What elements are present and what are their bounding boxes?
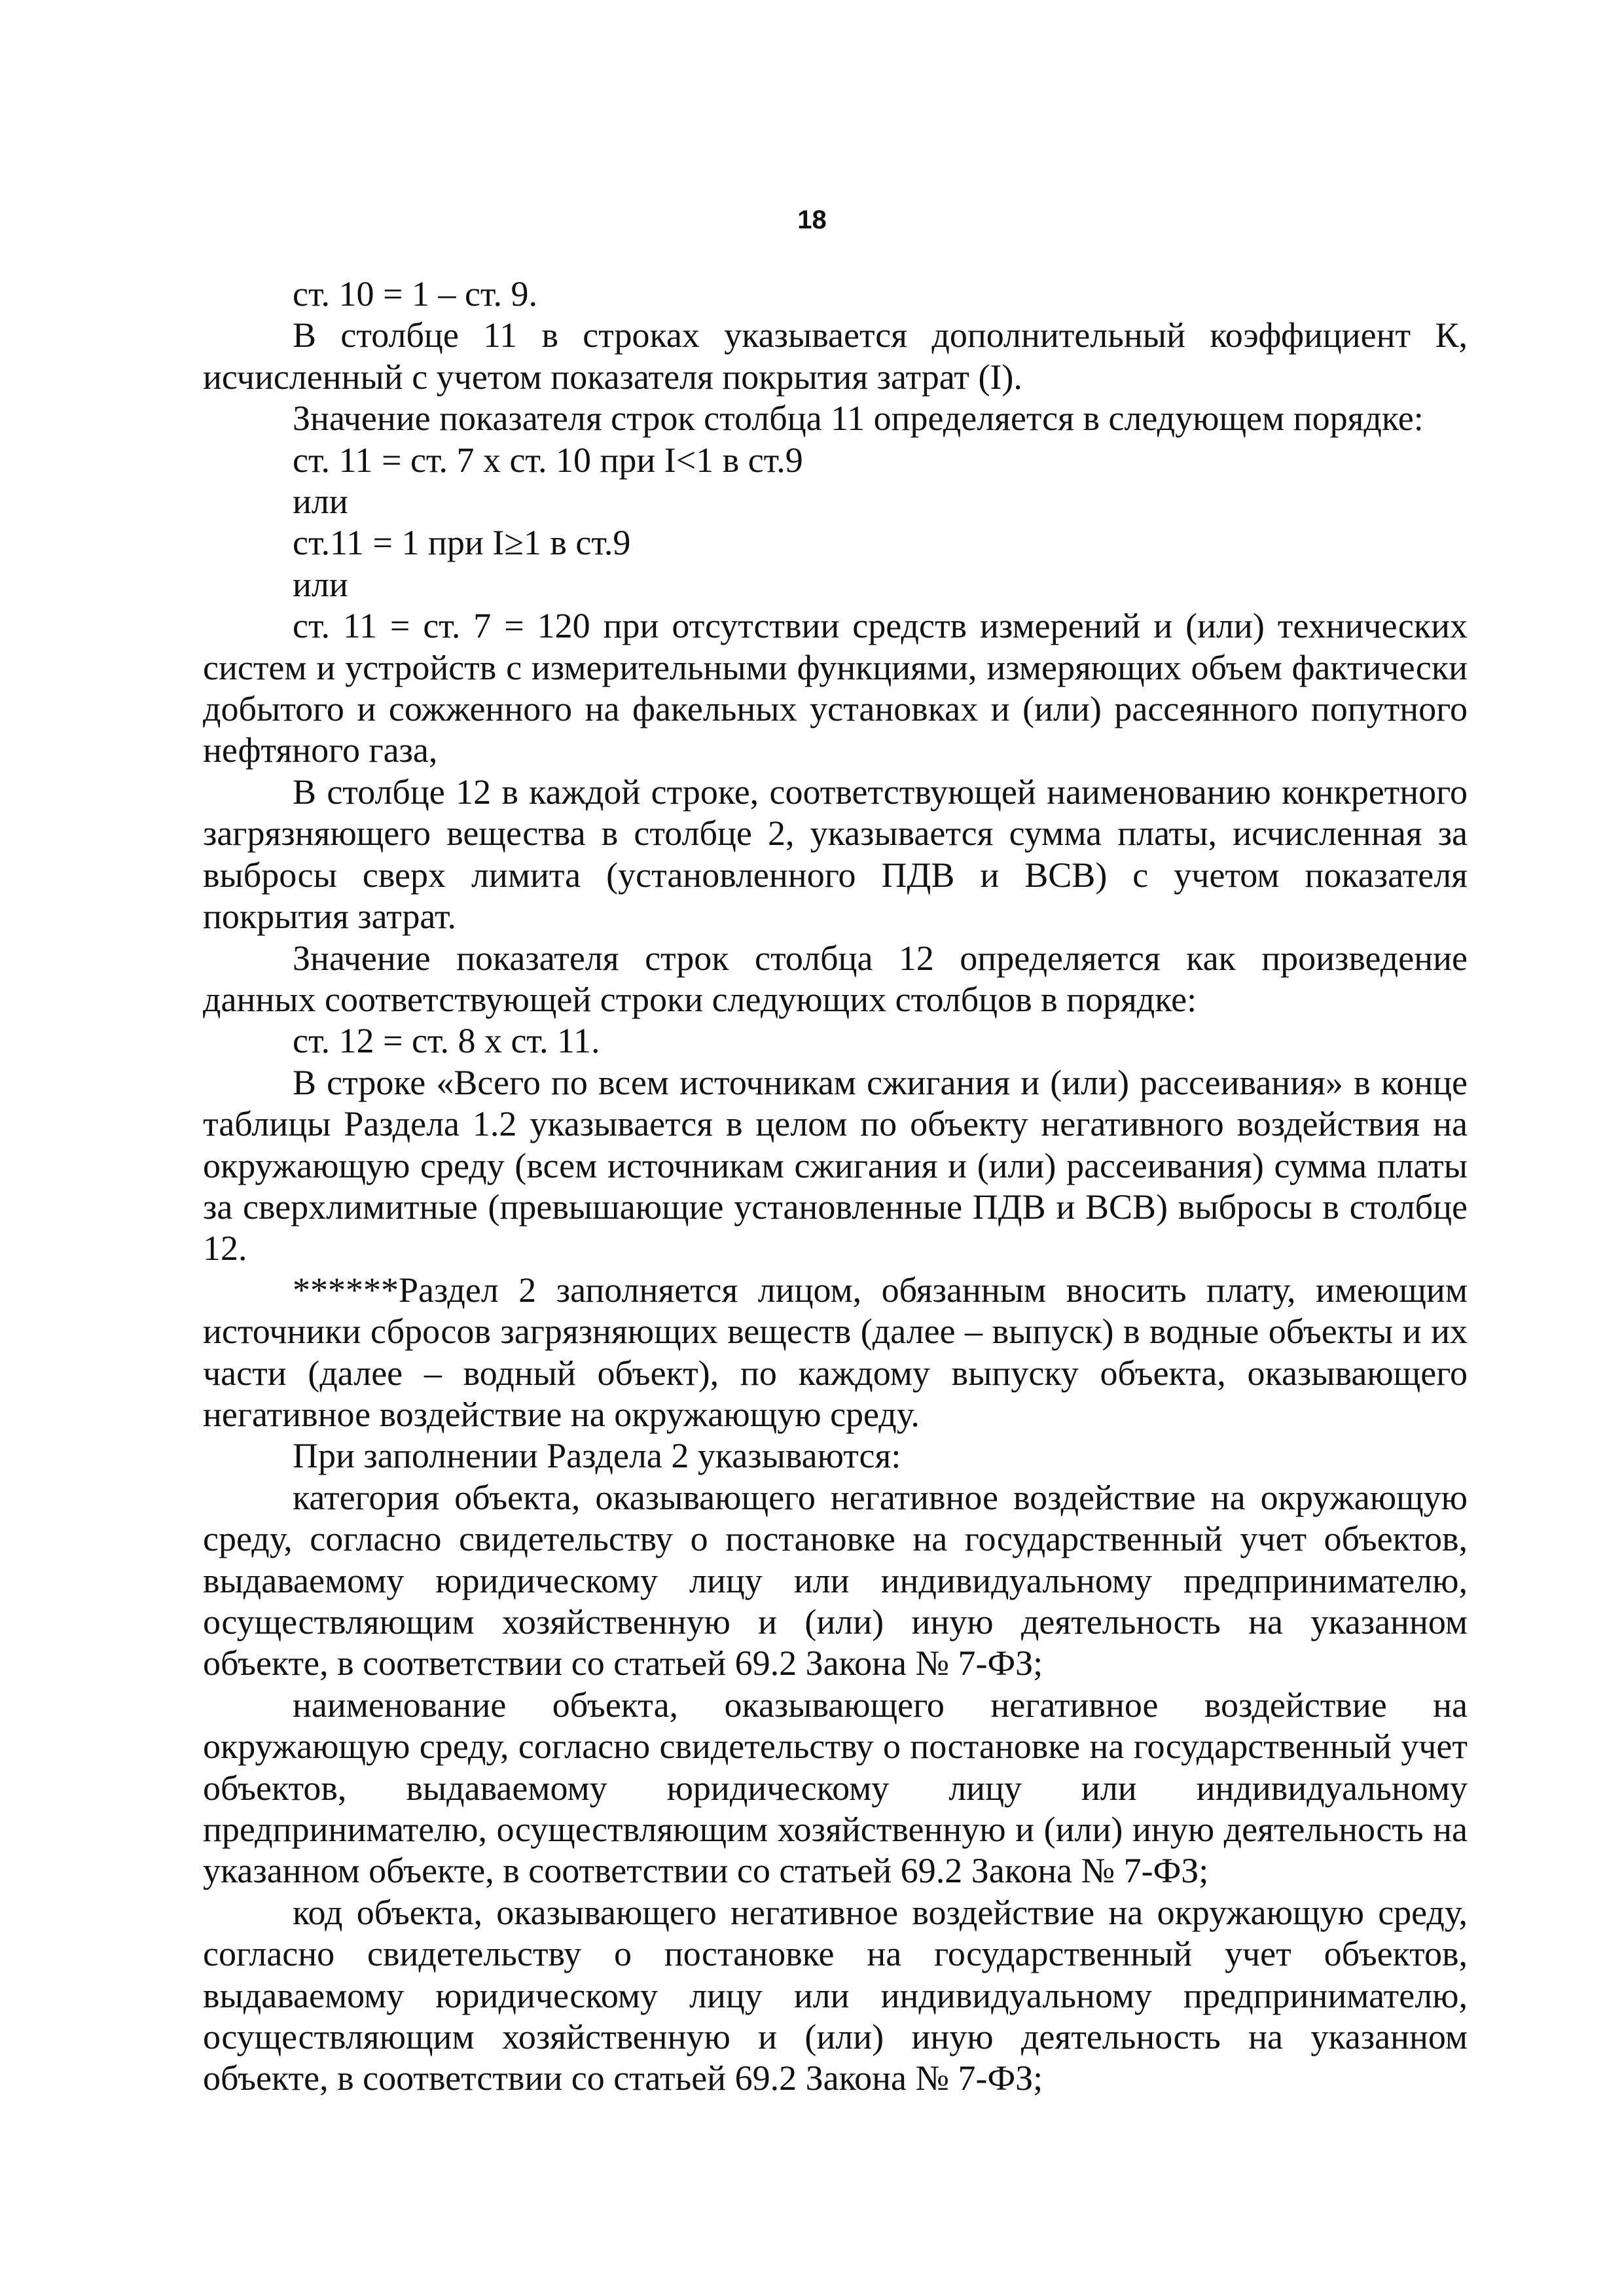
paragraph-section2-fields: При заполнении Раздела 2 указываются: <box>293 1436 901 1476</box>
formula-col12: ст. 12 = ст. 8 х ст. 11. <box>293 1021 600 1061</box>
paragraph-object-code: код объекта, оказывающего негативное воздействие на окружающую среду, согласно свидетельству о постановке на государственный учет объектов, выдаваемому юридическому лицу или индивидуальному предпринимателю, осуществляющим хозяйственную и (или) иную деятельность на указанном объекте, в соответствии со статьей 69.2 Закона № 7-ФЗ; <box>203 1892 1468 2098</box>
paragraph-total-row: В строке «Всего по всем источникам сжигания и (или) рассеивания» в конце таблицы Раздела 1.2 указывается в целом по объекту негативного воздействия на окружающую среду (всем источникам сжигания и (или) рассеивания) сумма платы за сверхлимитные (превышающие установленные ПДВ и ВСВ) выбросы в столбце 12. <box>203 1062 1468 1268</box>
page-number: 18 <box>797 206 827 234</box>
paragraph-section2-intro: ******Раздел 2 заполняется лицом, обязанным вносить плату, имеющим источники сбросов загрязняющих веществ (далее – выпуск) в водные объекты и их части (далее – водный объект), по каждому выпуску объекта, оказывающего негативное воздействие на окружающую среду. <box>203 1270 1468 1434</box>
document-body <box>203 274 1468 2100</box>
formula-col11-case2: ст.11 = 1 при I≥1 в ст.9 <box>293 523 631 563</box>
paragraph-col11-description: В столбце 11 в строках указывается дополнительный коэффициент К, исчисленный с учетом показателя покрытия затрат (I). <box>203 315 1468 397</box>
paragraph-object-category: категория объекта, оказывающего негативное воздействие на окружающую среду, согласно свидетельству о постановке на государственный учет объектов, выдаваемому юридическому лицу или индивидуальному предпринимателю, осуществляющим хозяйственную и (или) иную деятельность на указанном объекте, в соответствии со статьей 69.2 Закона № 7-ФЗ; <box>203 1477 1468 1683</box>
paragraph-col12-order: Значение показателя строк столбца 12 определяется как произведение данных соответствующей строки следующих столбцов в порядке: <box>203 938 1468 1019</box>
conjunction-or: или <box>293 564 348 604</box>
formula-col11-case3: ст. 11 = ст. 7 = 120 при отсутствии средств измерений и (или) технических систем и устройств с измерительными функциями, измеряющих объем фактически добытого и сожженного на факельных установках и (или) рассеянного попутного нефтяного газа, <box>203 606 1468 770</box>
formula-col10: ст. 10 = 1 – ст. 9. <box>293 274 537 314</box>
conjunction-or: или <box>293 482 348 522</box>
paragraph-col12-description: В столбце 12 в каждой строке, соответствующей наименованию конкретного загрязняющего вещества в столбце 2, указывается сумма платы, исчисленная за выбросы сверх лимита (установленного ПДВ и ВСВ) с учетом показателя покрытия затрат. <box>203 772 1468 937</box>
formula-col11-case1: ст. 11 = ст. 7 х ст. 10 при I<1 в ст.9 <box>293 440 803 480</box>
paragraph-object-name: наименование объекта, оказывающего негативное воздействие на окружающую среду, согласно свидетельству о постановке на государственный учет объектов, выдаваемому юридическому лицу или индивидуальному предпринимателю, осуществляющим хозяйственную и (или) иную деятельность на указанном объекте, в соответствии со статьей 69.2 Закона № 7-ФЗ; <box>203 1685 1468 1891</box>
paragraph-col11-order: Значение показателя строк столбца 11 определяется в следующем порядке: <box>293 399 1424 439</box>
